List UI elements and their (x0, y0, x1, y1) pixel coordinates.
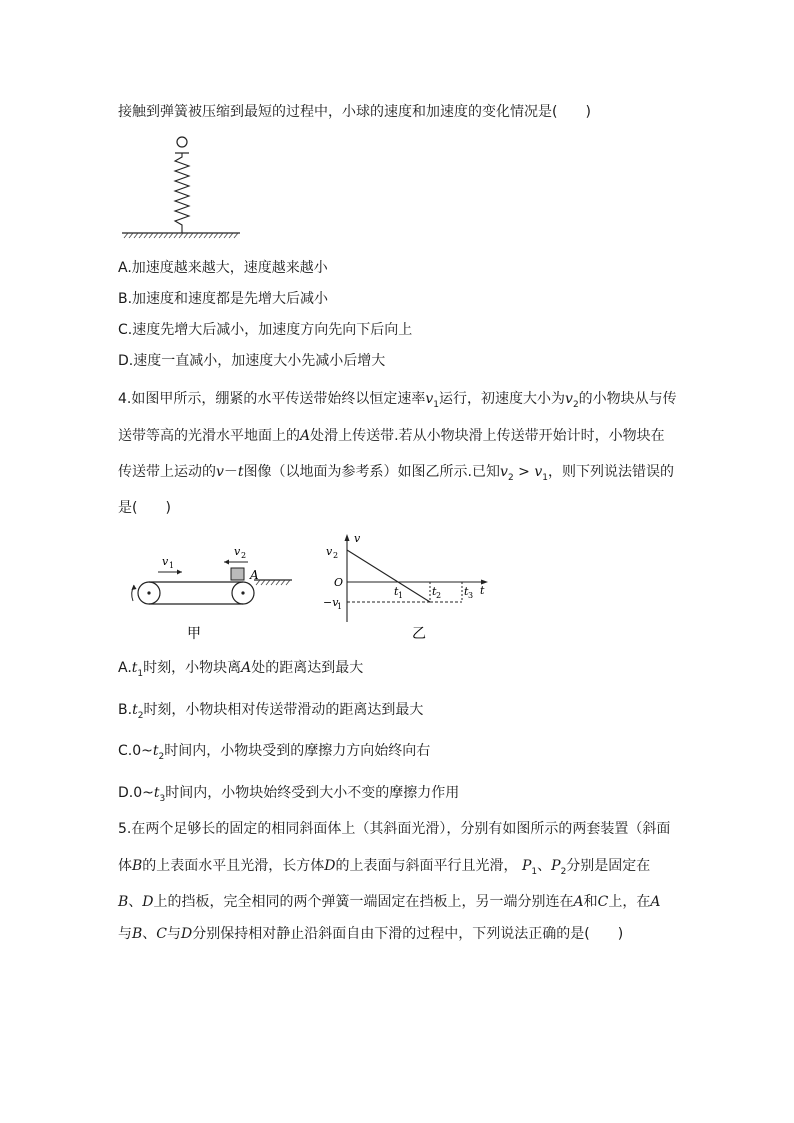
q5-stem-line2: 体B的上表面水平且光滑，长方体D的上表面与斜面平行且光滑， $P_1$、$P_2$分别是固定在 (118, 858, 651, 877)
q3-option-d: D.速度一直减小，加速度大小先减小后增大 (118, 353, 386, 369)
q4-option-a: $A.t_1$时刻，小物块离A处的距离达到最大 (118, 660, 364, 679)
svg-text:v: v (354, 532, 361, 545)
block-a (231, 568, 244, 580)
svg-text:v: v (234, 545, 241, 558)
ball (177, 137, 187, 147)
svg-text:2: 2 (436, 591, 442, 600)
svg-text:O: O (334, 576, 344, 589)
svg-text:t: t (432, 585, 437, 598)
q3-option-a: A.加速度越来越大，速度越来越小 (118, 260, 328, 276)
caption-yi: 乙 (412, 626, 426, 642)
conveyor-figure-jia (124, 538, 300, 646)
q4-option-d: $D.0\sim t_3$时间内，小物块始终受到大小不变的摩擦力作用 (118, 785, 460, 804)
svg-text:A: A (250, 568, 259, 582)
q4-option-b: $B.t_2$时刻，小物块相对传送带滑动的距离达到最大 (118, 702, 424, 721)
vt-graph-yi (320, 528, 500, 646)
svg-text:2: 2 (241, 551, 247, 560)
spring-ball-figure (118, 132, 248, 244)
svg-text:t: t (480, 584, 485, 597)
svg-text:−v: −v (323, 596, 339, 609)
svg-text:1: 1 (398, 591, 404, 600)
q5-stem-line4: 与B、C与D分别保持相对静止沿斜面自由下滑的过程中，下列说法正确的是( ) (118, 926, 624, 942)
q4-stem-line3: 传送带上运动的v－t图像（以地面为参考系）如图乙所示.已知$v_2 > v_1$，则下列说法错误的 (118, 464, 674, 483)
q5-stem-line1: 5.在两个足够长的固定的相同斜面体上（其斜面光滑），分别有如图所示的两套装置（斜面 (118, 821, 671, 837)
svg-text:3: 3 (468, 591, 474, 600)
spring (175, 153, 189, 233)
svg-text:v: v (162, 555, 169, 568)
svg-text:1: 1 (337, 602, 343, 611)
q4-stem-line2: 送带等高的光滑水平地面上的A处滑上传送带.若从小物块滑上传送带开始计时，小物块在 (118, 428, 665, 444)
q5-stem-line3: B、D上的挡板，完全相同的两个弹簧一端固定在挡板上，另一端分别连在A和C上，在A (118, 894, 661, 910)
svg-text:2: 2 (333, 551, 339, 560)
q3-stem: 接触到弹簧被压缩到最短的过程中，小球的速度和加速度的变化情况是( ) (118, 104, 591, 120)
q3-option-c: C.速度先增大后减小，加速度方向先向下后向上 (118, 322, 413, 338)
svg-text:v: v (326, 545, 333, 558)
q4-stem-line1: 4.如图甲所示，绷紧的水平传送带始终以恒定速率$v_1$运行，初速度大小为$v_2$的小物块从与传 (118, 391, 677, 410)
caption-jia: 甲 (187, 626, 201, 642)
q4-option-c: $C.0\sim t_2$时间内，小物块受到的摩擦力方向始终向右 (118, 743, 431, 762)
svg-text:1: 1 (169, 561, 175, 570)
svg-text:t: t (464, 585, 469, 598)
q4-stem-line4: 是( ) (118, 500, 171, 516)
vt-line (347, 550, 430, 602)
svg-text:t: t (394, 585, 399, 598)
q3-option-b: B.加速度和速度都是先增大后减小 (118, 291, 329, 307)
